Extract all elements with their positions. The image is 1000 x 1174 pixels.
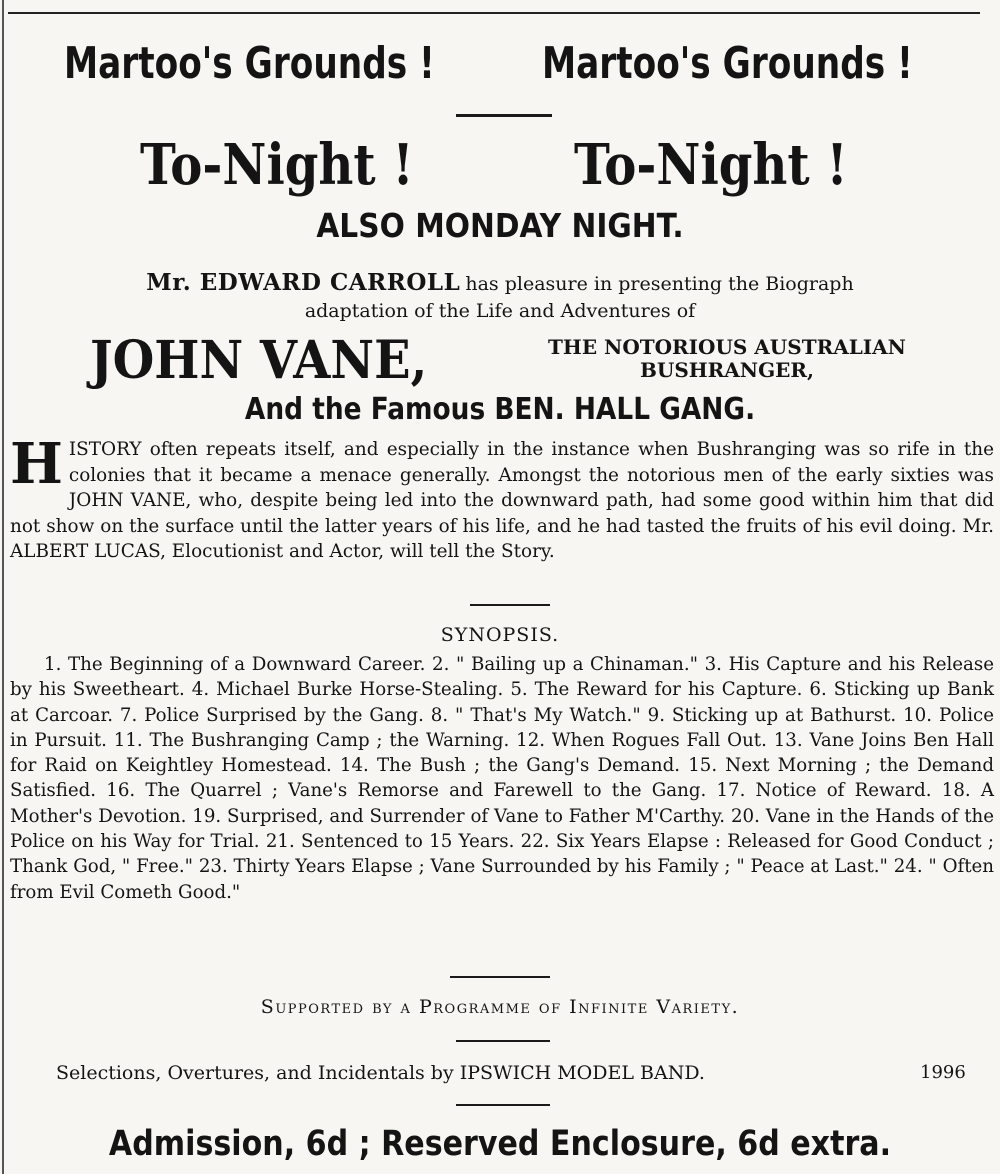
divider [456,1104,550,1106]
header-title-right: Martoo's Grounds ! [542,38,913,89]
presenter-line2: adaptation of the Life and Adventures of [304,300,696,322]
feature-subtitle [522,336,932,382]
tonight-left: To-Night ! [140,132,414,198]
divider [456,114,552,117]
tonight-row [0,132,1000,202]
divider [456,1040,550,1042]
synopsis-title: SYNOPSIS. [440,624,560,646]
drop-cap: H [10,431,63,497]
feature-subtitle-line2: BUSHRANGER, [639,358,814,382]
presenter-line1: has pleasure in presenting the Biograph [465,273,854,295]
presenter-block [0,270,1000,324]
ad-number: 1996 [920,1062,966,1083]
synopsis-text: 1. The Beginning of a Downward Career. 2. " Bailing up a Chinaman." 3. His Capture and his Release by his Sweetheart. 4. Michael Burke Horse-Stealing. 5. The Reward for his Capture. 6. Sticking up Bank at Carcoar. 7. Police Surprised by the Gang. 8. " That's My Watch." 9. Sticking up at Bathurst. 10. Police in Pursuit. 11. The Bushranging Camp ; the Warning. 12. When Rogues Fall Out. 13. Vane Joins Ben Hall for Raid on Keightley Homestead. 14. The Bush ; the Gang's Demand. 15. Next Morning ; the Demand Satisfied. 16. The Quarrel ; Vane's Remorse and Farewell to the Gang. 17. Notice of Reward. 18. A Mother's Devotion. 19. Surprised, and Surrender of Vane to Father M'Carthy. 20. Vane in the Hands of the Police on his Way for Trial. 21. Sentenced to 15 Years. 22. Six Years Elapse : Released for Good Conduct ; Thank God, " Free." 23. Thirty Years Elapse ; Vane Surrounded by his Family ; " Peace at Last." 24. " Often from Evil Cometh Good." [10,654,994,903]
famous-gang-heading: And the Famous BEN. HALL GANG. [244,392,756,427]
history-text: ISTORY often repeats itself, and especially in the instance when Bushranging was so rife in the colonies that it became a menace generally. Amongst the notorious men of the early sixties was JOHN VANE, who, despite being led into the downward path, had some good within him that did not show on the surface until the latter years of his life, and he had tasted the fruits of his evil doing. Mr. ALBERT LUCAS, Elocutionist and Actor, will tell the Story. [10,439,994,562]
header-title-left: Martoo's Grounds ! [64,38,435,89]
also-monday-night: ALSO MONDAY NIGHT. [316,206,684,245]
presenter-name: Mr. EDWARD CARROLL [146,269,461,296]
divider [450,976,550,978]
band-line: Selections, Overtures, and Incidentals by IPSWICH MODEL BAND. [56,1062,705,1084]
supported-line: Supported by a Programme of Infinite Variety. [260,996,740,1018]
feature-subtitle-line1: THE NOTORIOUS AUSTRALIAN [548,335,906,359]
header-row [0,38,1000,94]
feature-name: JOHN VANE, [90,330,428,391]
tonight-right: To-Night ! [574,132,848,198]
divider [470,604,550,606]
top-rule [8,12,980,14]
history-paragraph [10,431,994,565]
admission-line: Admission, 6d ; Reserved Enclosure, 6d extra. [108,1124,892,1164]
